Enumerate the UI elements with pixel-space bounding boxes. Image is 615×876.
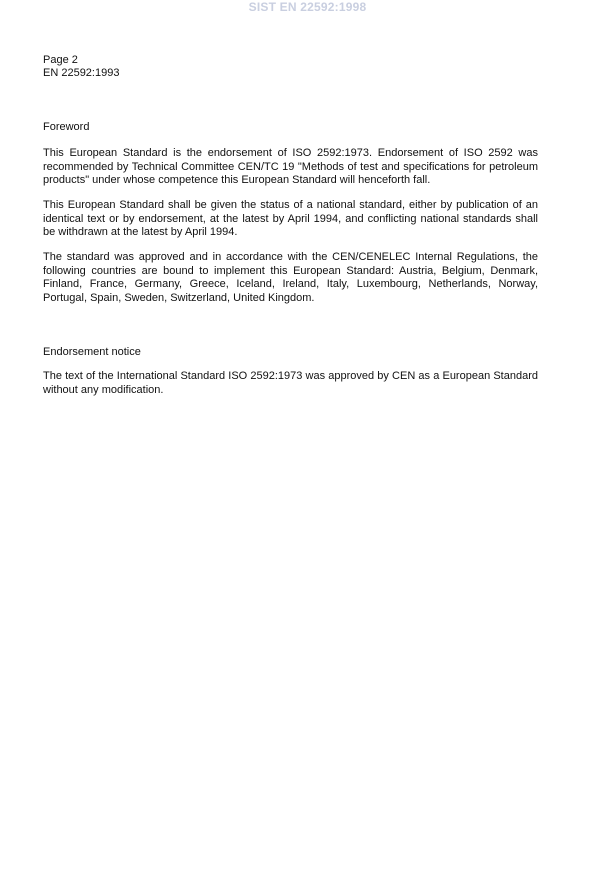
document-number: EN 22592:1993: [43, 67, 120, 79]
endorsement-heading: Endorsement notice: [43, 346, 141, 358]
endorsement-paragraph: The text of the International Standard ISO 2592:1973 was approved by CEN as a European Standard without any modification.: [43, 370, 538, 396]
foreword-paragraph-1: This European Standard is the endorsement of ISO 2592:1973. Endorsement of ISO 2592 was recommended by Technical Committee CEN/TC 19 "Methods of test and specifications for petroleum products" under whose competence this European Standard will henceforth fall.: [43, 147, 538, 186]
page-number: Page 2: [43, 54, 78, 66]
foreword-paragraph-2: This European Standard shall be given the status of a national standard, either by publication of an identical text or by endorsement, at the latest by April 1994, and conflicting national standards shall be withdrawn at the latest by April 1994.: [43, 199, 538, 238]
foreword-heading: Foreword: [43, 121, 90, 133]
watermark: SIST EN 22592:1998: [248, 0, 367, 14]
page-header: [43, 54, 119, 80]
foreword-paragraph-3: The standard was approved and in accordance with the CEN/CENELEC Internal Regulations, the following countries are bound to implement this European Standard: Austria, Belgium, Denmark, Finland, France, Germany, Greece, Iceland, Ireland, Italy, Luxembourg, Netherlands, Norway, Portugal, Spain, Sweden, Switzerland, United Kingdom.: [43, 251, 538, 304]
